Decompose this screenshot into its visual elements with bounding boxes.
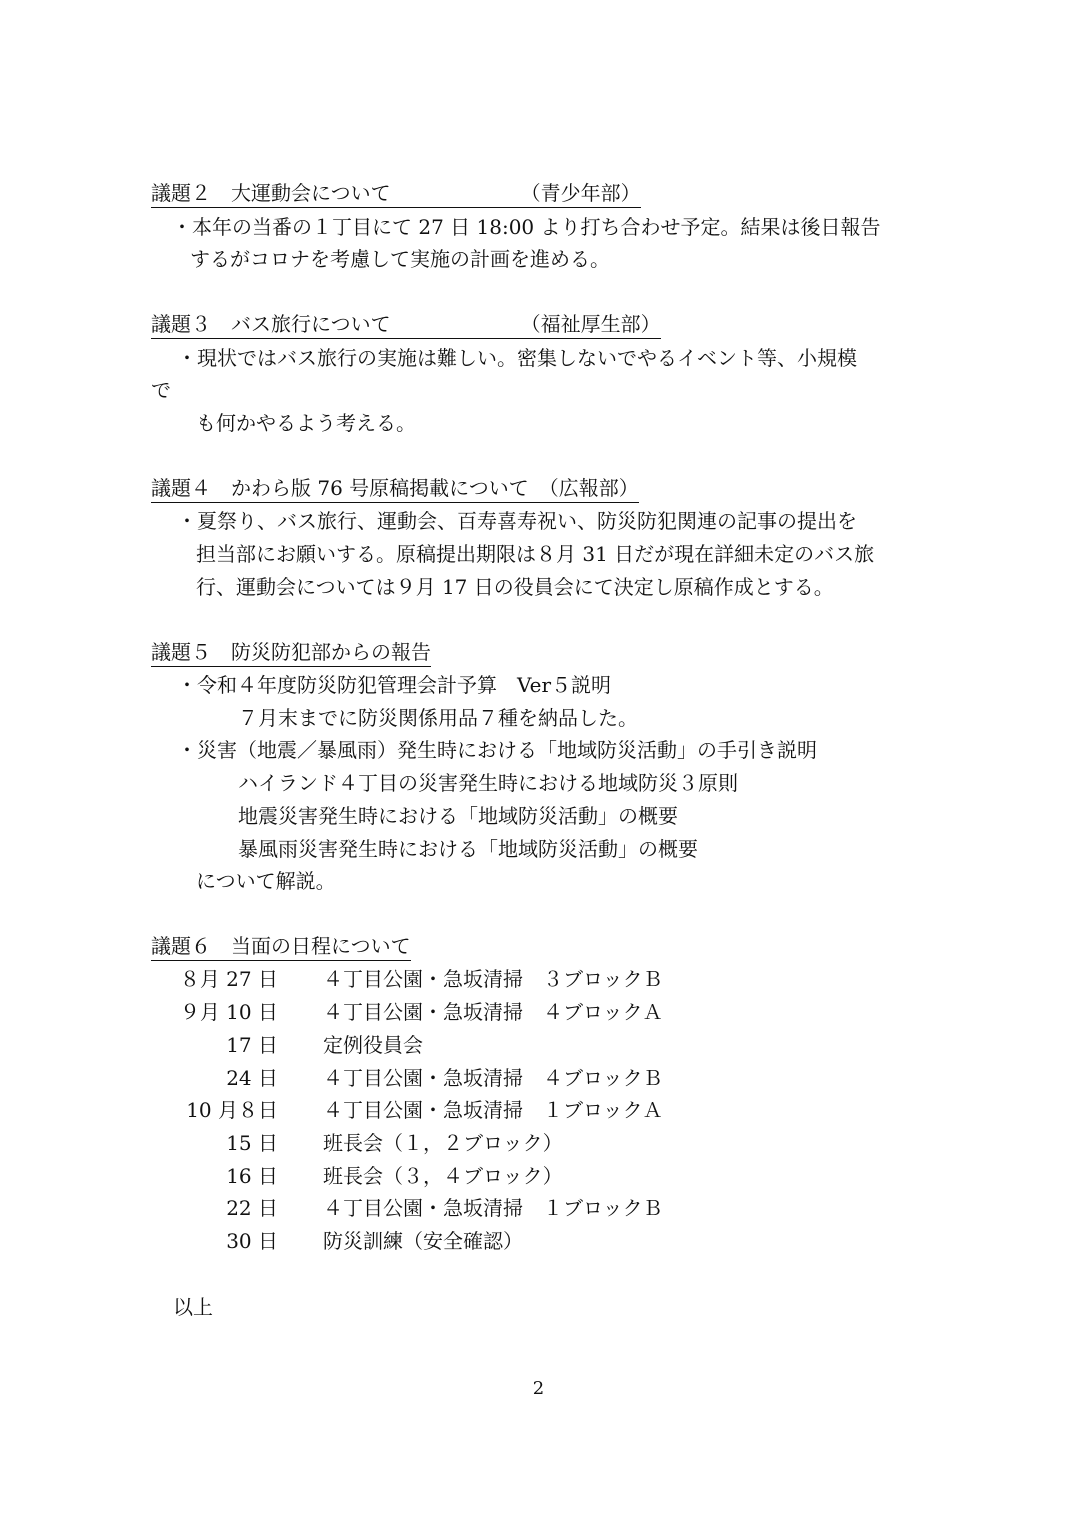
item-5-line-5: 地震災害発生時における「地域防災活動」の概要 bbox=[238, 804, 678, 828]
schedule-date: 15 日 bbox=[226, 1131, 278, 1155]
schedule-event: ４丁目公園・急坂清掃 １ブロックＡ bbox=[323, 1098, 663, 1122]
schedule-date: 30 日 bbox=[226, 1229, 278, 1253]
item-3-heading: 議題３ バス旅行について （福祉厚生部） bbox=[151, 311, 661, 339]
schedule-date: 17 日 bbox=[226, 1033, 278, 1057]
item-2-heading: 議題２ 大運動会について （青少年部） bbox=[151, 180, 641, 208]
item-5-heading: 議題５ 防災防犯部からの報告 bbox=[151, 639, 431, 667]
item-3-line-3: も何かやるよう考える。 bbox=[196, 411, 416, 435]
schedule-date: 10 月８日 bbox=[186, 1098, 278, 1122]
schedule-event: 班長会（３，４ブロック） bbox=[323, 1164, 563, 1188]
schedule-event: ４丁目公園・急坂清掃 ４ブロックＢ bbox=[323, 1066, 663, 1090]
schedule-event: ４丁目公園・急坂清掃 １ブロックＢ bbox=[323, 1196, 663, 1220]
item-5-line-1: ・令和４年度防災防犯管理会計予算 Ver５説明 bbox=[177, 673, 612, 697]
schedule-event: 防災訓練（安全確認） bbox=[323, 1229, 523, 1253]
item-6-heading: 議題６ 当面の日程について bbox=[151, 933, 411, 961]
item-3-line-1: ・現状ではバス旅行の実施は難しい。密集しないでやるイベント等、小規模 bbox=[177, 346, 857, 370]
schedule-date: 16 日 bbox=[226, 1164, 278, 1188]
item-4-line-2: 担当部にお願いする。原稿提出期限は８月 31 日だが現在詳細未定のバス旅 bbox=[196, 542, 875, 566]
schedule-date: ８月 27 日 bbox=[179, 967, 278, 991]
item-5-line-4: ハイランド４丁目の災害発生時における地域防災３原則 bbox=[238, 771, 738, 795]
schedule-event: 定例役員会 bbox=[323, 1033, 423, 1057]
item-5-line-6: 暴風雨災害発生時における「地域防災活動」の概要 bbox=[238, 837, 698, 861]
item-5-line-3: ・災害（地震／暴風雨）発生時における「地域防災活動」の手引き説明 bbox=[177, 738, 817, 762]
schedule-event: ４丁目公園・急坂清掃 ４ブロックＡ bbox=[323, 1000, 663, 1024]
item-2-line-2: するがコロナを考慮して実施の計画を進める。 bbox=[190, 247, 610, 271]
item-3-line-2: で bbox=[151, 378, 171, 402]
closing-text: 以上 bbox=[173, 1295, 213, 1319]
schedule-date: ９月 10 日 bbox=[179, 1000, 278, 1024]
schedule-event: 班長会（１，２ブロック） bbox=[323, 1131, 563, 1155]
item-5-line-2: ７月末までに防災関係用品７種を納品した。 bbox=[238, 706, 638, 730]
page-number: 2 bbox=[532, 1378, 545, 1399]
schedule-event: ４丁目公園・急坂清掃 ３ブロックＢ bbox=[323, 967, 663, 991]
item-4-line-3: 行、運動会については９月 17 日の役員会にて決定し原稿作成とする。 bbox=[196, 575, 834, 599]
item-4-line-1: ・夏祭り、バス旅行、運動会、百寿喜寿祝い、防災防犯関連の記事の提出を bbox=[177, 509, 857, 533]
item-5-line-7: について解説。 bbox=[196, 869, 336, 893]
item-2-line-1: ・本年の当番の１丁目にて 27 日 18:00 より打ち合わせ予定。結果は後日報告 bbox=[172, 215, 881, 239]
schedule-date: 22 日 bbox=[226, 1196, 278, 1220]
schedule-date: 24 日 bbox=[226, 1066, 278, 1090]
item-4-heading: 議題４ かわら版 76 号原稿掲載について （広報部） bbox=[151, 475, 639, 503]
